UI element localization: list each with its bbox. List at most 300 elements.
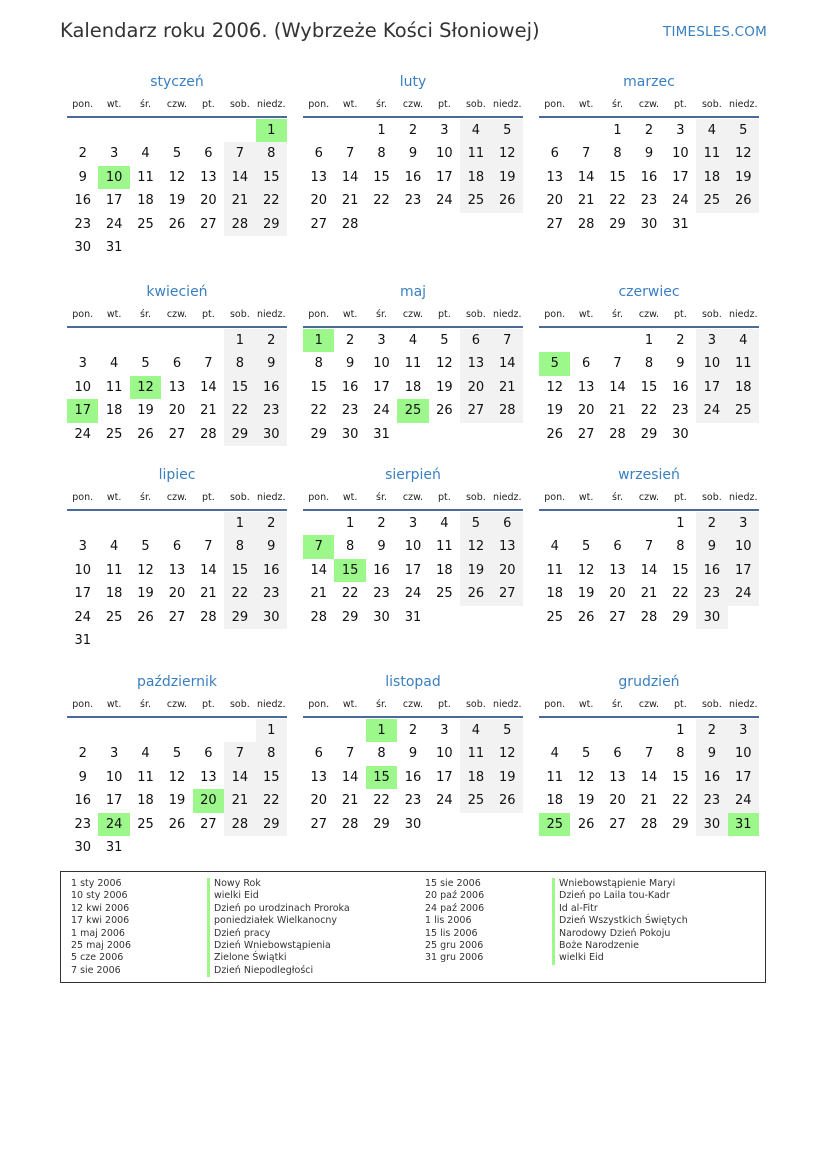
day-cell[interactable]: 5 <box>141 539 150 555</box>
day-cell[interactable]: 3 <box>728 719 759 742</box>
day-cell[interactable]: 10 <box>74 379 91 395</box>
day-cell[interactable]: 15 <box>224 559 255 582</box>
day-cell[interactable]: 27 <box>310 216 327 232</box>
holiday-day-cell[interactable]: 1 <box>366 719 397 742</box>
day-cell[interactable]: 17 <box>728 559 759 582</box>
day-cell[interactable]: 10 <box>404 539 422 555</box>
day-cell[interactable]: 14 <box>577 169 595 185</box>
day-cell[interactable]: 27 <box>577 426 595 442</box>
day-cell[interactable]: 5 <box>581 539 591 555</box>
day-cell[interactable]: 16 <box>373 562 390 578</box>
day-cell[interactable]: 9 <box>78 169 87 185</box>
day-cell[interactable]: 15 <box>672 769 689 785</box>
day-cell[interactable]: 11 <box>137 169 154 185</box>
day-cell[interactable]: 12 <box>436 356 453 372</box>
day-cell[interactable]: 18 <box>137 793 154 809</box>
day-cell[interactable]: 20 <box>577 403 595 419</box>
day-cell[interactable]: 10 <box>74 562 91 578</box>
day-cell[interactable]: 20 <box>609 586 626 602</box>
day-cell[interactable]: 12 <box>168 169 186 185</box>
day-cell[interactable]: 7 <box>224 742 255 765</box>
day-cell[interactable]: 22 <box>310 403 327 419</box>
day-cell[interactable]: 29 <box>341 609 359 625</box>
day-cell[interactable]: 27 <box>168 609 186 625</box>
day-cell[interactable]: 23 <box>696 789 727 812</box>
day-cell[interactable]: 8 <box>345 539 355 555</box>
day-cell[interactable]: 23 <box>74 216 91 232</box>
holiday-day-cell[interactable]: 24 <box>98 813 129 836</box>
day-cell[interactable]: 24 <box>373 403 390 419</box>
day-cell[interactable]: 11 <box>728 352 759 375</box>
day-cell[interactable]: 17 <box>696 376 727 399</box>
day-cell[interactable]: 22 <box>672 586 689 602</box>
day-cell[interactable]: 21 <box>609 403 626 419</box>
day-cell[interactable]: 2 <box>78 146 87 162</box>
day-cell[interactable]: 28 <box>310 609 327 625</box>
day-cell[interactable]: 25 <box>546 609 563 625</box>
day-cell[interactable]: 10 <box>436 146 453 162</box>
day-cell[interactable]: 13 <box>200 169 217 185</box>
day-cell[interactable]: 24 <box>728 582 759 605</box>
day-cell[interactable]: 24 <box>74 609 91 625</box>
day-cell[interactable]: 2 <box>696 719 727 742</box>
day-cell[interactable]: 2 <box>696 512 727 535</box>
day-cell[interactable]: 29 <box>672 609 689 625</box>
day-cell[interactable]: 7 <box>492 329 523 352</box>
day-cell[interactable]: 19 <box>137 586 154 602</box>
day-cell[interactable]: 4 <box>460 719 491 742</box>
day-cell[interactable]: 21 <box>640 586 658 602</box>
day-cell[interactable]: 30 <box>341 426 359 442</box>
day-cell[interactable]: 24 <box>105 216 123 232</box>
day-cell[interactable]: 27 <box>200 216 217 232</box>
holiday-day-cell[interactable]: 17 <box>67 399 98 422</box>
day-cell[interactable]: 11 <box>105 562 123 578</box>
day-cell[interactable]: 26 <box>577 816 595 832</box>
day-cell[interactable]: 19 <box>728 166 759 189</box>
day-cell[interactable]: 16 <box>696 766 727 789</box>
day-cell[interactable]: 23 <box>404 193 422 209</box>
day-cell[interactable]: 1 <box>345 516 355 531</box>
day-cell[interactable]: 30 <box>640 216 658 232</box>
day-cell[interactable]: 25 <box>728 399 759 422</box>
day-cell[interactable]: 27 <box>609 816 626 832</box>
day-cell[interactable]: 26 <box>728 189 759 212</box>
day-cell[interactable]: 18 <box>546 586 563 602</box>
day-cell[interactable]: 10 <box>672 146 689 162</box>
day-cell[interactable]: 22 <box>373 793 390 809</box>
day-cell[interactable]: 5 <box>581 746 591 762</box>
day-cell[interactable]: 26 <box>436 403 453 419</box>
day-cell[interactable]: 16 <box>256 559 287 582</box>
day-cell[interactable]: 6 <box>204 146 213 162</box>
day-cell[interactable]: 5 <box>492 119 523 142</box>
day-cell[interactable]: 8 <box>644 356 654 372</box>
day-cell[interactable]: 17 <box>728 766 759 789</box>
day-cell[interactable]: 29 <box>672 816 689 832</box>
day-cell[interactable]: 24 <box>74 426 91 442</box>
day-cell[interactable]: 1 <box>377 123 386 138</box>
day-cell[interactable]: 15 <box>224 376 255 399</box>
day-cell[interactable]: 22 <box>341 586 359 602</box>
day-cell[interactable]: 30 <box>256 423 287 446</box>
day-cell[interactable]: 26 <box>168 216 186 232</box>
day-cell[interactable]: 26 <box>492 789 523 812</box>
day-cell[interactable]: 25 <box>137 816 154 832</box>
day-cell[interactable]: 27 <box>168 426 186 442</box>
day-cell[interactable]: 10 <box>373 356 390 372</box>
day-cell[interactable]: 18 <box>105 403 123 419</box>
day-cell[interactable]: 21 <box>577 193 595 209</box>
day-cell[interactable]: 31 <box>672 216 689 232</box>
day-cell[interactable]: 11 <box>137 769 154 785</box>
day-cell[interactable]: 13 <box>168 562 186 578</box>
day-cell[interactable]: 9 <box>696 535 727 558</box>
day-cell[interactable]: 2 <box>377 516 386 531</box>
day-cell[interactable]: 13 <box>577 379 595 395</box>
day-cell[interactable]: 20 <box>168 403 186 419</box>
day-cell[interactable]: 4 <box>440 516 449 531</box>
day-cell[interactable]: 3 <box>78 539 87 555</box>
day-cell[interactable]: 14 <box>200 562 217 578</box>
day-cell[interactable]: 13 <box>168 379 186 395</box>
day-cell[interactable]: 22 <box>373 193 390 209</box>
day-cell[interactable]: 16 <box>404 169 422 185</box>
day-cell[interactable]: 3 <box>78 356 87 372</box>
day-cell[interactable]: 17 <box>105 793 123 809</box>
day-cell[interactable]: 18 <box>728 376 759 399</box>
day-cell[interactable]: 23 <box>672 403 689 419</box>
day-cell[interactable]: 17 <box>373 379 390 395</box>
holiday-day-cell[interactable]: 25 <box>539 813 570 836</box>
day-cell[interactable]: 26 <box>168 816 186 832</box>
day-cell[interactable]: 13 <box>546 169 563 185</box>
day-cell[interactable]: 2 <box>408 123 418 138</box>
day-cell[interactable]: 23 <box>256 399 287 422</box>
day-cell[interactable]: 16 <box>404 769 422 785</box>
day-cell[interactable]: 6 <box>172 539 182 555</box>
day-cell[interactable]: 18 <box>137 193 154 209</box>
day-cell[interactable]: 19 <box>492 766 523 789</box>
day-cell[interactable]: 24 <box>404 586 422 602</box>
day-cell[interactable]: 6 <box>172 356 182 372</box>
day-cell[interactable]: 19 <box>168 793 186 809</box>
day-cell[interactable]: 19 <box>546 403 563 419</box>
day-cell[interactable]: 7 <box>204 356 213 372</box>
day-cell[interactable]: 17 <box>672 169 689 185</box>
day-cell[interactable]: 4 <box>696 119 727 142</box>
day-cell[interactable]: 22 <box>672 793 689 809</box>
day-cell[interactable]: 20 <box>200 193 217 209</box>
day-cell[interactable]: 5 <box>141 356 150 372</box>
day-cell[interactable]: 9 <box>696 742 727 765</box>
day-cell[interactable]: 31 <box>105 239 123 255</box>
day-cell[interactable]: 28 <box>609 426 626 442</box>
day-cell[interactable]: 13 <box>492 535 523 558</box>
day-cell[interactable]: 11 <box>404 356 422 372</box>
day-cell[interactable]: 30 <box>74 239 91 255</box>
day-cell[interactable]: 25 <box>460 789 491 812</box>
day-cell[interactable]: 18 <box>546 793 563 809</box>
day-cell[interactable]: 23 <box>373 586 390 602</box>
day-cell[interactable]: 15 <box>672 562 689 578</box>
day-cell[interactable]: 8 <box>224 352 255 375</box>
day-cell[interactable]: 2 <box>644 123 654 138</box>
holiday-day-cell[interactable]: 1 <box>303 329 334 352</box>
day-cell[interactable]: 26 <box>137 426 154 442</box>
day-cell[interactable]: 2 <box>256 512 287 535</box>
day-cell[interactable]: 12 <box>546 379 563 395</box>
day-cell[interactable]: 22 <box>640 403 658 419</box>
day-cell[interactable]: 19 <box>577 586 595 602</box>
day-cell[interactable]: 30 <box>74 839 91 855</box>
day-cell[interactable]: 24 <box>728 789 759 812</box>
day-cell[interactable]: 11 <box>696 142 727 165</box>
holiday-day-cell[interactable]: 7 <box>303 535 334 558</box>
day-cell[interactable]: 25 <box>105 426 123 442</box>
holiday-day-cell[interactable]: 10 <box>98 166 129 189</box>
day-cell[interactable]: 15 <box>640 379 658 395</box>
day-cell[interactable]: 15 <box>609 169 626 185</box>
day-cell[interactable]: 16 <box>341 379 359 395</box>
day-cell[interactable]: 10 <box>728 535 759 558</box>
day-cell[interactable]: 28 <box>341 216 359 232</box>
day-cell[interactable]: 27 <box>492 582 523 605</box>
day-cell[interactable]: 6 <box>204 746 213 762</box>
day-cell[interactable]: 6 <box>314 146 323 162</box>
day-cell[interactable]: 16 <box>672 379 689 395</box>
day-cell[interactable]: 1 <box>644 333 654 348</box>
day-cell[interactable]: 14 <box>640 769 658 785</box>
day-cell[interactable]: 19 <box>460 559 491 582</box>
day-cell[interactable]: 1 <box>224 512 255 535</box>
day-cell[interactable]: 20 <box>609 793 626 809</box>
holiday-day-cell[interactable]: 20 <box>193 789 224 812</box>
day-cell[interactable]: 30 <box>672 426 689 442</box>
day-cell[interactable]: 5 <box>460 512 491 535</box>
day-cell[interactable]: 21 <box>200 403 217 419</box>
day-cell[interactable]: 26 <box>492 189 523 212</box>
day-cell[interactable]: 27 <box>609 609 626 625</box>
day-cell[interactable]: 28 <box>200 609 217 625</box>
day-cell[interactable]: 12 <box>728 142 759 165</box>
day-cell[interactable]: 21 <box>310 586 327 602</box>
day-cell[interactable]: 2 <box>256 329 287 352</box>
day-cell[interactable]: 12 <box>577 562 595 578</box>
day-cell[interactable]: 12 <box>492 142 523 165</box>
day-cell[interactable]: 2 <box>408 723 418 738</box>
day-cell[interactable]: 16 <box>696 559 727 582</box>
day-cell[interactable]: 12 <box>492 742 523 765</box>
day-cell[interactable]: 14 <box>640 562 658 578</box>
day-cell[interactable]: 14 <box>310 562 327 578</box>
day-cell[interactable]: 9 <box>377 539 386 555</box>
day-cell[interactable]: 22 <box>256 189 287 212</box>
day-cell[interactable]: 6 <box>581 356 591 372</box>
day-cell[interactable]: 24 <box>696 399 727 422</box>
day-cell[interactable]: 26 <box>546 426 563 442</box>
day-cell[interactable]: 29 <box>310 426 327 442</box>
day-cell[interactable]: 13 <box>460 352 491 375</box>
day-cell[interactable]: 14 <box>224 766 255 789</box>
day-cell[interactable]: 28 <box>492 399 523 422</box>
day-cell[interactable]: 16 <box>74 793 91 809</box>
day-cell[interactable]: 27 <box>310 816 327 832</box>
day-cell[interactable]: 29 <box>256 813 287 836</box>
day-cell[interactable]: 9 <box>78 769 87 785</box>
day-cell[interactable]: 29 <box>224 606 255 629</box>
day-cell[interactable]: 1 <box>224 329 255 352</box>
day-cell[interactable]: 21 <box>200 586 217 602</box>
day-cell[interactable]: 2 <box>78 746 87 762</box>
day-cell[interactable]: 21 <box>492 376 523 399</box>
day-cell[interactable]: 6 <box>550 146 559 162</box>
day-cell[interactable]: 4 <box>460 119 491 142</box>
day-cell[interactable]: 21 <box>640 793 658 809</box>
day-cell[interactable]: 16 <box>640 169 658 185</box>
day-cell[interactable]: 23 <box>696 582 727 605</box>
day-cell[interactable]: 25 <box>105 609 123 625</box>
day-cell[interactable]: 28 <box>200 426 217 442</box>
day-cell[interactable]: 14 <box>492 352 523 375</box>
day-cell[interactable]: 20 <box>492 559 523 582</box>
day-cell[interactable]: 20 <box>546 193 563 209</box>
day-cell[interactable]: 24 <box>436 793 453 809</box>
day-cell[interactable]: 26 <box>137 609 154 625</box>
day-cell[interactable]: 29 <box>373 816 390 832</box>
day-cell[interactable]: 9 <box>644 146 654 162</box>
day-cell[interactable]: 12 <box>577 769 595 785</box>
day-cell[interactable]: 9 <box>676 356 685 372</box>
day-cell[interactable]: 2 <box>676 333 685 348</box>
holiday-day-cell[interactable]: 5 <box>539 352 570 375</box>
day-cell[interactable]: 21 <box>224 789 255 812</box>
day-cell[interactable]: 8 <box>613 146 622 162</box>
day-cell[interactable]: 10 <box>696 352 727 375</box>
day-cell[interactable]: 17 <box>105 193 123 209</box>
day-cell[interactable]: 7 <box>345 146 355 162</box>
day-cell[interactable]: 30 <box>404 816 422 832</box>
day-cell[interactable]: 15 <box>373 169 390 185</box>
day-cell[interactable]: 15 <box>310 379 327 395</box>
day-cell[interactable]: 13 <box>200 769 217 785</box>
day-cell[interactable]: 28 <box>224 213 255 236</box>
day-cell[interactable]: 27 <box>460 399 491 422</box>
day-cell[interactable]: 17 <box>74 586 91 602</box>
day-cell[interactable]: 21 <box>341 793 359 809</box>
day-cell[interactable]: 8 <box>676 539 685 555</box>
day-cell[interactable]: 1 <box>676 723 685 738</box>
holiday-day-cell[interactable]: 31 <box>728 813 759 836</box>
day-cell[interactable]: 14 <box>200 379 217 395</box>
day-cell[interactable]: 4 <box>109 539 119 555</box>
day-cell[interactable]: 3 <box>440 723 449 738</box>
day-cell[interactable]: 7 <box>613 356 622 372</box>
day-cell[interactable]: 30 <box>696 813 727 836</box>
day-cell[interactable]: 9 <box>408 746 418 762</box>
day-cell[interactable]: 1 <box>676 516 685 531</box>
day-cell[interactable]: 4 <box>550 746 559 762</box>
day-cell[interactable]: 5 <box>172 146 182 162</box>
day-cell[interactable]: 31 <box>404 609 422 625</box>
day-cell[interactable]: 2 <box>345 333 355 348</box>
day-cell[interactable]: 25 <box>137 216 154 232</box>
day-cell[interactable]: 26 <box>577 609 595 625</box>
day-cell[interactable]: 23 <box>404 793 422 809</box>
day-cell[interactable]: 20 <box>310 193 327 209</box>
day-cell[interactable]: 18 <box>404 379 422 395</box>
holiday-day-cell[interactable]: 15 <box>334 559 365 582</box>
holiday-day-cell[interactable]: 25 <box>397 399 428 422</box>
day-cell[interactable]: 3 <box>109 746 119 762</box>
holiday-day-cell[interactable]: 15 <box>366 766 397 789</box>
day-cell[interactable]: 8 <box>377 146 386 162</box>
day-cell[interactable]: 28 <box>577 216 595 232</box>
day-cell[interactable]: 30 <box>696 606 727 629</box>
day-cell[interactable]: 1 <box>613 123 622 138</box>
day-cell[interactable]: 12 <box>460 535 491 558</box>
day-cell[interactable]: 3 <box>696 329 727 352</box>
day-cell[interactable]: 13 <box>609 769 626 785</box>
day-cell[interactable]: 4 <box>550 539 559 555</box>
day-cell[interactable]: 12 <box>168 769 186 785</box>
day-cell[interactable]: 23 <box>256 582 287 605</box>
day-cell[interactable]: 13 <box>310 169 327 185</box>
day-cell[interactable]: 3 <box>377 333 386 348</box>
day-cell[interactable]: 6 <box>460 329 491 352</box>
day-cell[interactable]: 8 <box>256 742 287 765</box>
day-cell[interactable]: 22 <box>224 399 255 422</box>
day-cell[interactable]: 8 <box>256 142 287 165</box>
day-cell[interactable]: 6 <box>613 539 622 555</box>
day-cell[interactable]: 3 <box>408 516 418 531</box>
day-cell[interactable]: 28 <box>640 816 658 832</box>
day-cell[interactable]: 16 <box>74 193 91 209</box>
day-cell[interactable]: 19 <box>436 379 453 395</box>
day-cell[interactable]: 22 <box>256 789 287 812</box>
day-cell[interactable]: 14 <box>341 769 359 785</box>
day-cell[interactable]: 7 <box>644 746 654 762</box>
day-cell[interactable]: 8 <box>377 746 386 762</box>
day-cell[interactable]: 13 <box>310 769 327 785</box>
day-cell[interactable]: 3 <box>676 123 685 138</box>
day-cell[interactable]: 9 <box>345 356 355 372</box>
day-cell[interactable]: 5 <box>440 333 449 348</box>
day-cell[interactable]: 8 <box>314 356 323 372</box>
day-cell[interactable]: 1 <box>256 719 287 742</box>
day-cell[interactable]: 24 <box>672 193 689 209</box>
day-cell[interactable]: 4 <box>141 746 150 762</box>
day-cell[interactable]: 25 <box>696 189 727 212</box>
day-cell[interactable]: 15 <box>256 766 287 789</box>
day-cell[interactable]: 30 <box>373 609 390 625</box>
day-cell[interactable]: 28 <box>341 816 359 832</box>
day-cell[interactable]: 29 <box>256 213 287 236</box>
day-cell[interactable]: 18 <box>696 166 727 189</box>
day-cell[interactable]: 8 <box>224 535 255 558</box>
day-cell[interactable]: 8 <box>676 746 685 762</box>
day-cell[interactable]: 14 <box>609 379 626 395</box>
day-cell[interactable]: 7 <box>345 746 355 762</box>
day-cell[interactable]: 10 <box>105 769 123 785</box>
day-cell[interactable]: 7 <box>204 539 213 555</box>
day-cell[interactable]: 9 <box>408 146 418 162</box>
day-cell[interactable]: 6 <box>613 746 622 762</box>
day-cell[interactable]: 28 <box>640 609 658 625</box>
brand-link[interactable]: TIMESLES.COM <box>663 24 767 40</box>
day-cell[interactable]: 18 <box>105 586 123 602</box>
day-cell[interactable]: 30 <box>256 606 287 629</box>
